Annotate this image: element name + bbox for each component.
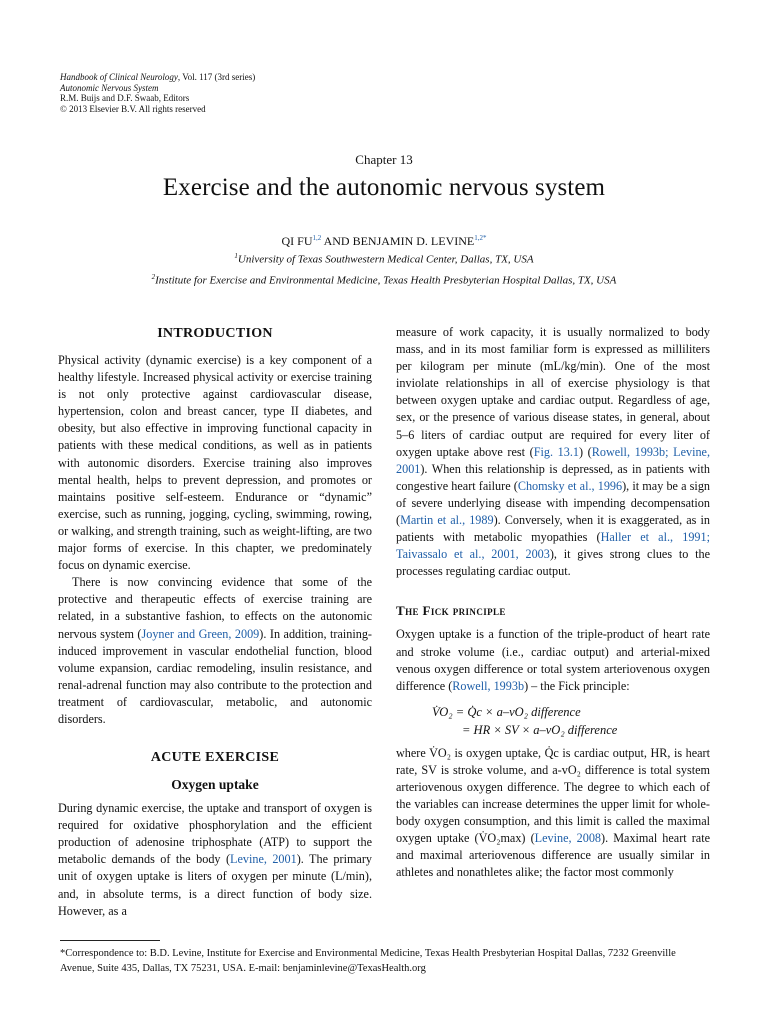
fick-equation-line-2: = HR × SV × a–vO₂ difference [462, 722, 618, 737]
left-column [58, 324, 372, 920]
authors [0, 234, 768, 249]
paragraph-oxygen-2: measure of work capacity, it is usually normalized to body mass, and in its most familiar form is expressed as milliliters per kilogram per minute (mL/kg/min). One of the most inviolate relationships in all of exercise physiology is that between oxygen uptake and cardiac output. Regardless of age, sex, or the presence of various disease states, in general, about 5–6 liters of cardiac output are required for every liter of oxygen uptake above rest (Fig. 13.1) (Rowell, 1993b; Levine, 2001). When this relationship is depressed, as in patients with congestive heart failure (Chomsky et al., 1996), it may be a sign of severe underlying disease with impending decompensation (Martin et al., 1989). Conversely, when it is exaggerated, as in patients with metabolic myopathies (Haller et al., 1991; Taivassalo et al., 2001, 2003), it gives strong clues to the processes regulating cardiac output. [396, 325, 711, 579]
author-1-affil-link[interactable]: 1,2 [312, 234, 322, 242]
affiliation-1: $^1$University of Texas Southwestern Medical Center, Dallas, TX, USA [234, 252, 534, 266]
ref-fig-13-1[interactable]: Fig. 13.1 [533, 444, 579, 459]
correspondence-star: * [483, 234, 487, 242]
ref-rowell-levine[interactable]: Rowell, 1993b; Levine, 2001 [396, 444, 711, 476]
fick-equation [432, 703, 710, 739]
editors: R.M. Buijs and D.F. Swaab, Editors [60, 93, 190, 103]
paragraph-oxygen-1: During dynamic exercise, the uptake and transport of oxygen is required for oxidative phosphorylation and the efficient production of adenosine triphosphate (ATP) to support the metabolic demands of the body (Levine, 2001). The primary unit of oxygen uptake is liters of oxygen per minute (L/min), and, in absolute terms, is a direct function of body size. However, as a [58, 801, 372, 918]
ref-haller-taivassalo[interactable]: Haller et al., 1991; Taivassalo et al., 2001, 2003 [396, 530, 710, 562]
publication-info [60, 72, 460, 114]
ref-levine-2001[interactable]: Levine, 2001 [230, 852, 297, 867]
ref-rowell-1993b[interactable]: Rowell, 1993b [452, 678, 525, 693]
chapter-title: Exercise and the autonomic nervous system [162, 174, 606, 201]
right-column [396, 324, 710, 882]
author-1: QI FU [281, 234, 313, 248]
heading-oxygen-uptake: Oxygen uptake [171, 777, 259, 793]
paragraph-fick-2: where V̇O₂ is oxygen uptake, Q̇c is cardiac output, HR, is heart rate, SV is stroke volume, and a-vO₂ difference is total system arteriovenous oxygen difference. The degree to which each of the variables can increase determines the upper limit for whole-body oxygen consumption, and this limit is called the maximal oxygen uptake (V̇O₂max) (Levine, 2008). Maximal heart rate and maximal arteriovenous difference are usually similar in athletes and nonathletes alike; the factor most commonly [396, 745, 711, 880]
heading-acute-exercise: ACUTE EXERCISE [150, 750, 280, 766]
ref-chomsky[interactable]: Chomsky et al., 1996 [517, 478, 623, 493]
journal-volume: , Vol. 117 (3rd series) [177, 72, 256, 82]
journal-name: Handbook of Clinical Neurology [60, 72, 178, 82]
heading-introduction: INTRODUCTION [157, 326, 273, 341]
paragraph-intro-2: There is now convincing evidence that some of the protective and therapeutic effects of exercise training are related, in a substantive fashion, to effects on the autonomic nervous system (Joyner and Green, 2009). In addition, training-induced improvement in vascular endothelial function, blood volume expansion, cardiac remodeling, insulin resistance, and renal-adrenal function may also contribute to the protection and treatment of cardiovascular, metabolic, and autonomic disorders. [58, 575, 372, 726]
affiliation-2: $^2$Institute for Exercise and Environmental Medicine, Texas Health Presbyterian Hospital Dallas, TX, USA [151, 273, 617, 287]
series-name: Autonomic Nervous System [60, 82, 159, 93]
paragraph-intro-1: Physical activity (dynamic exercise) is a key component of a healthy lifestyle. Increased physical activity or exercise training is not only protective against cardiovascular disease, hypertension, colon and breast cancer, type II diabetes, and obesity, but also effective in improving functional capacity in patients with these medical conditions, as well as in patients with autonomic disorders. Exercise training also improves mental health, helps to prevent depression, and promotes or maintains positive self-esteem. Endurance or “dynamic” exercise, such as running, jogging, cycling, swimming, rowing, or walking, and strength training, such as weight-lifting, are two major forms of exercise. In this chapter, we predominately focus on dynamic exercise. [58, 353, 372, 573]
author-2: AND BENJAMIN D. LEVINE [321, 234, 475, 248]
ref-martin[interactable]: Martin et al., 1989 [400, 513, 494, 528]
author-2-affil-link[interactable]: 1,2* [474, 234, 487, 242]
fick-equation-line-1: V̇O₂ = Q̇c × a–vO₂ difference [432, 704, 581, 719]
paragraph-fick-1: Oxygen uptake is a function of the triple-product of heart rate and stroke volume (i.e., cardiac output) and arterial-mixed venous oxygen difference or total system arteriovenous oxygen difference (Rowell, 1993b) – the Fick principle: [396, 627, 710, 693]
footnote-divider [60, 940, 160, 941]
ref-joyner-green[interactable]: Joyner and Green, 2009 [141, 626, 260, 641]
ref-levine-2008[interactable]: Levine, 2008 [534, 831, 602, 846]
heading-fick-principle: The Fick principle [396, 603, 506, 619]
chapter-label: Chapter 13 [355, 152, 413, 167]
copyright: © 2013 Elsevier B.V. All rights reserved [60, 103, 206, 114]
correspondence-footnote: *Correspondence to: B.D. Levine, Institute for Exercise and Environmental Medicine, Texas Health Presbyterian Hospital Dallas, 7232 Greenville Avenue, Suite 435, Dallas, TX 75231, USA. E-mail: benjaminlevine@TexasHealth.org [60, 948, 676, 974]
